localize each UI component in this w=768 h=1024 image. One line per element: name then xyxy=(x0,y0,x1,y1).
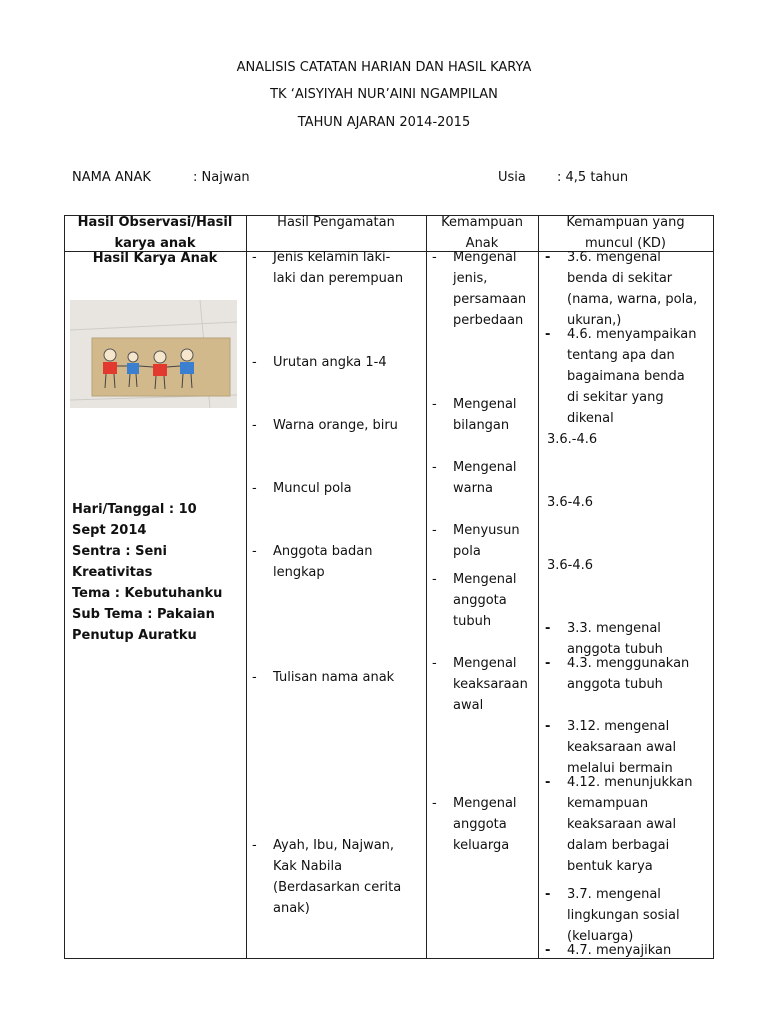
detail-center: Sentra : Seni xyxy=(72,544,167,559)
competency-item: dikenal xyxy=(567,411,614,426)
observation-item: Ayah, Ibu, Najwan, xyxy=(273,838,395,853)
bullet-dash: - xyxy=(432,572,437,587)
header-observation-result: Hasil Pengamatan xyxy=(277,215,395,230)
ability-item: keluarga xyxy=(453,838,510,853)
competency-code: 3.6-4.6 xyxy=(547,558,594,573)
table-col-line xyxy=(64,215,65,959)
ability-item: warna xyxy=(453,481,493,496)
competency-item: 4.12. menunjukkan xyxy=(567,775,693,790)
bullet-dash: - xyxy=(252,481,257,496)
competency-item: di sekitar yang xyxy=(567,390,664,405)
competency-item: tentang apa dan xyxy=(567,348,675,363)
bullet-dash: - xyxy=(432,523,437,538)
detail-center: Kreativitas xyxy=(72,565,153,580)
observation-item: laki dan perempuan xyxy=(273,271,404,286)
bullet-dash: - xyxy=(545,621,551,636)
bullet-dash: - xyxy=(432,250,437,265)
competency-item: 4.3. menggunakan xyxy=(567,656,690,671)
observation-item: Urutan angka 1-4 xyxy=(273,355,387,370)
detail-theme: Tema : Kebutuhanku xyxy=(72,586,223,601)
ability-item: Mengenal xyxy=(453,572,517,587)
ability-item: Mengenal xyxy=(453,250,517,265)
competency-item: keaksaraan awal xyxy=(567,817,677,832)
ability-item: persamaan xyxy=(453,292,527,307)
competency-item: bentuk karya xyxy=(567,859,653,874)
competency-item: anggota tubuh xyxy=(567,677,663,692)
header-ability-line1: Kemampuan xyxy=(441,215,523,230)
ability-item: bilangan xyxy=(453,418,510,433)
observation-item: Warna orange, biru xyxy=(273,418,398,433)
bullet-dash: - xyxy=(432,796,437,811)
competency-item: 3.12. mengenal xyxy=(567,719,670,734)
artwork-photo xyxy=(70,300,237,408)
observation-item: Tulisan nama anak xyxy=(273,670,395,685)
header-competency-line1: Kemampuan yang xyxy=(566,215,685,230)
observation-item: Muncul pola xyxy=(273,481,352,496)
competency-code: 3.6-4.6 xyxy=(547,495,594,510)
bullet-dash: - xyxy=(545,327,551,342)
age-value: : 4,5 tahun xyxy=(557,170,629,185)
detail-subtheme: Penutup Auratku xyxy=(72,628,197,643)
bullet-dash: - xyxy=(252,418,257,433)
bullet-dash: - xyxy=(252,670,257,685)
header-observation-line1: Hasil Observasi/Hasil xyxy=(77,215,233,230)
competency-item: 3.3. mengenal xyxy=(567,621,661,636)
doc-title: ANALISIS CATATAN HARIAN DAN HASIL KARYA xyxy=(236,60,532,75)
bullet-dash: - xyxy=(252,355,257,370)
school-name: TK ‘AISYIYAH NUR’AINI NGAMPILAN xyxy=(270,87,498,102)
header-competency-line2: muncul (KD) xyxy=(585,236,666,251)
ability-item: Mengenal xyxy=(453,656,517,671)
bullet-dash: - xyxy=(432,397,437,412)
bullet-dash: - xyxy=(545,775,551,790)
school-year: TAHUN AJARAN 2014-2015 xyxy=(297,115,471,130)
observation-item: Anggota badan xyxy=(273,544,373,559)
ability-item: anggota xyxy=(453,817,507,832)
name-label: NAMA ANAK xyxy=(72,170,151,185)
competency-item: melalui bermain xyxy=(567,761,673,776)
detail-subtheme: Sub Tema : Pakaian xyxy=(72,607,215,622)
bullet-dash: - xyxy=(252,250,257,265)
bullet-dash: - xyxy=(432,460,437,475)
ability-item: Mengenal xyxy=(453,397,517,412)
detail-date: Sept 2014 xyxy=(72,523,147,538)
observation-item: (Berdasarkan cerita xyxy=(273,880,402,895)
table-col-line xyxy=(538,215,539,959)
competency-item: kemampuan xyxy=(567,796,649,811)
observation-item: lengkap xyxy=(273,565,325,580)
competency-item: lingkungan sosial xyxy=(567,908,680,923)
competency-code: 3.6.-4.6 xyxy=(547,432,598,447)
header-observation-line2: karya anak xyxy=(114,236,196,251)
ability-item: pola xyxy=(453,544,481,559)
competency-item: 4.7. menyajikan xyxy=(567,943,672,958)
artwork-label: Hasil Karya Anak xyxy=(92,251,218,266)
ability-item: anggota xyxy=(453,593,507,608)
children-drawing-image xyxy=(70,300,237,408)
table-col-line xyxy=(713,215,714,959)
header-ability-line2: Anak xyxy=(465,236,499,251)
age-label: Usia xyxy=(498,170,526,185)
competency-item: (keluarga) xyxy=(567,929,634,944)
ability-item: perbedaan xyxy=(453,313,524,328)
bullet-dash: - xyxy=(252,544,257,559)
competency-item: anggota tubuh xyxy=(567,642,663,657)
competency-item: benda di sekitar xyxy=(567,271,673,286)
name-value: : Najwan xyxy=(193,170,250,185)
competency-item: (nama, warna, pola, xyxy=(567,292,698,307)
competency-item: bagaimana benda xyxy=(567,369,685,384)
table-col-line xyxy=(246,215,247,959)
bullet-dash: - xyxy=(432,656,437,671)
bullet-dash: - xyxy=(545,887,551,902)
competency-item: dalam berbagai xyxy=(567,838,670,853)
table-col-line xyxy=(426,215,427,959)
competency-item: keaksaraan awal xyxy=(567,740,677,755)
observation-item: anak) xyxy=(273,901,310,916)
ability-item: tubuh xyxy=(453,614,492,629)
bullet-dash: - xyxy=(545,943,551,958)
competency-item: ukuran,) xyxy=(567,313,622,328)
ability-item: jenis, xyxy=(453,271,488,286)
detail-date: Hari/Tanggal : 10 xyxy=(72,502,197,517)
observation-item: Jenis kelamin laki- xyxy=(273,250,391,265)
bullet-dash: - xyxy=(545,250,551,265)
observation-item: Kak Nabila xyxy=(273,859,343,874)
ability-item: Mengenal xyxy=(453,460,517,475)
ability-item: Mengenal xyxy=(453,796,517,811)
ability-item: awal xyxy=(453,698,484,713)
competency-item: 3.6. mengenal xyxy=(567,250,661,265)
bullet-dash: - xyxy=(545,656,551,671)
competency-item: 3.7. mengenal xyxy=(567,887,661,902)
bullet-dash: - xyxy=(252,838,257,853)
competency-item: 4.6. menyampaikan xyxy=(567,327,697,342)
ability-item: Menyusun xyxy=(453,523,520,538)
bullet-dash: - xyxy=(545,719,551,734)
ability-item: keaksaraan xyxy=(453,677,528,692)
